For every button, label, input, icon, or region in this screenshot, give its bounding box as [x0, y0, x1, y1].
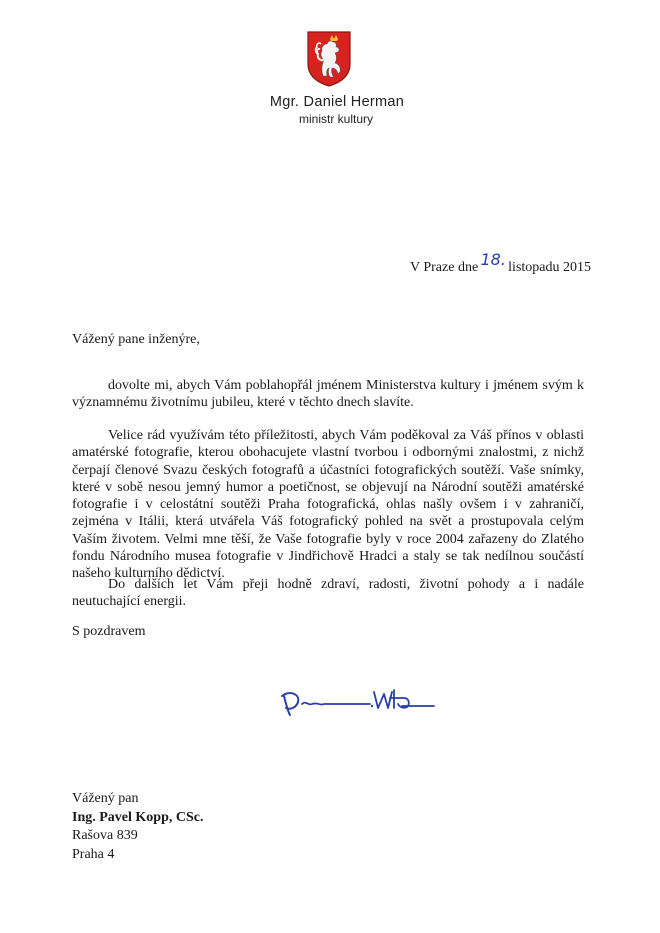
- salutation: Vážený pane inženýre,: [72, 332, 200, 347]
- recipient-address: [72, 790, 203, 864]
- recipient-name: Ing. Pavel Kopp, CSc.: [72, 809, 204, 825]
- closing: S pozdravem: [72, 624, 146, 639]
- dateline: [410, 250, 592, 276]
- handwritten-signature: [276, 682, 436, 722]
- czech-lion-emblem-icon: [306, 30, 352, 88]
- minister-role: ministr kultury: [298, 112, 373, 126]
- dateline-suffix: listopadu 2015: [508, 260, 592, 275]
- dateline-prefix: V Praze dne: [410, 260, 479, 275]
- dateline-day-handwritten: 18.: [480, 250, 506, 269]
- recipient-street: Rašova 839: [72, 828, 138, 843]
- recipient-city: Praha 4: [72, 846, 115, 862]
- letter-paragraph: Velice rád využívám této příležitosti, abych Vám poděkoval za Váš přínos v oblasti amatérské fotografie, kterou obohacujete vlastní tvorbou i odbornými znalostmi, z nichž čerpají členové Svazu českých fotografů a účastníci fotografických soutěží. Vaše snímky, které v sobě nesou jemný humor a poetičnost, se objevují na Národní soutěži amatérské fotografie i v celostátní soutěži Praha fotografická, ohlas našly ovšem i v zahraničí, zejména v Itálii, která utvářela Váš fotografický pohled na svět a prostupovala celým Vaším životem. Velmi mne těší, že Vaše fotografie byly v roce 2004 zařazeny do Zlatého fondu Národního musea fotografie v Jindřichově Hradci a staly se tak nedílnou součástí našeho kulturního dědictví.: [72, 428, 584, 582]
- recipient-greeting: Vážený pan: [72, 791, 139, 806]
- letterhead: [0, 94, 660, 126]
- letter-paragraph: Do dalších let Vám přeji hodně zdraví, radosti, životní pohody a i nadále neutuchající energii.: [72, 577, 584, 610]
- minister-name: Mgr. Daniel Herman: [269, 94, 405, 110]
- letter-paragraph: dovolte mi, abych Vám poblahopřál jménem Ministerstva kultury i jménem svým k významnému životnímu jubileu, které v těchto dnech slavíte.: [72, 378, 584, 411]
